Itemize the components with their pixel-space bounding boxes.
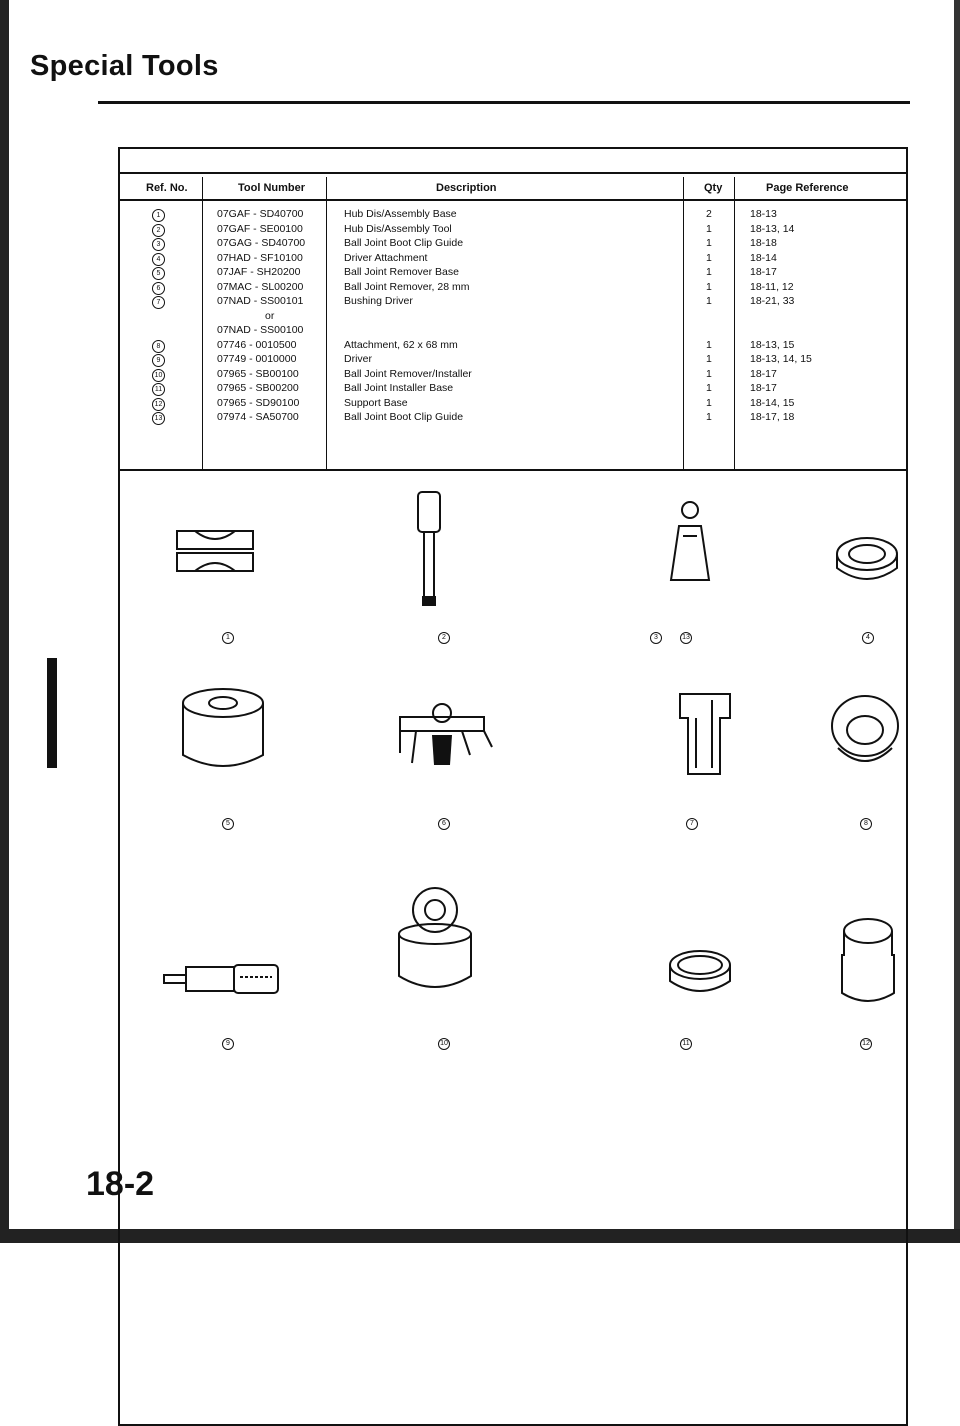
support-base-illustration: [838, 915, 898, 1010]
hub-dis-assembly-base-illustration: [175, 525, 265, 585]
tool-qty: [706, 323, 712, 338]
header-tool-number: Tool Number: [238, 182, 306, 194]
page-reference: 18-17: [750, 382, 777, 394]
ball-joint-remover-illustration: [392, 695, 502, 775]
tool-description: Hub Dis/Assembly Tool: [344, 222, 452, 235]
tool-number: 07GAF - SD40700: [217, 208, 304, 220]
tool-description: Attachment, 62 x 68 mm: [344, 338, 458, 351]
illustration-label: 6: [438, 818, 454, 830]
description-column: [344, 207, 472, 425]
tool-qty: 1: [706, 396, 712, 409]
ref-number: [152, 323, 165, 338]
ref-number: 8: [152, 338, 165, 353]
tool-number-column: [217, 207, 305, 425]
table-bottom-rule: [118, 469, 908, 471]
driver-attachment-illustration: [832, 532, 902, 592]
tool-number: 07GAG - SD40700: [217, 237, 306, 249]
tool-qty: 1: [706, 280, 712, 293]
ref-column: [152, 207, 165, 425]
page-reference: 18-17, 18: [750, 411, 795, 423]
tool-qty: 1: [706, 222, 712, 235]
page-reference: 18-11, 12: [750, 280, 794, 293]
header-qty: Qty: [704, 182, 723, 194]
ref-number: [152, 309, 165, 324]
title-rule: [98, 101, 910, 104]
tool-number: 07GAF - SE00100: [217, 222, 303, 235]
page-reference: 18-17: [750, 266, 777, 278]
page-reference: 18-13, 14: [750, 222, 795, 235]
tool-description: Ball Joint Remover/Installer: [344, 367, 472, 380]
illustration-label: 3: [650, 632, 666, 644]
ref-number: 2: [152, 222, 165, 237]
tool-qty: 1: [706, 338, 712, 351]
tool-description: Support Base: [344, 396, 408, 409]
tool-description: Driver: [344, 353, 372, 365]
tool-description: Bushing Driver: [344, 295, 413, 307]
page-reference: 18-13, 15: [750, 338, 795, 351]
left-edge-bar: [0, 0, 9, 1243]
tool-description: [344, 323, 472, 338]
page-reference: [750, 323, 812, 338]
tool-number: 07965 - SB00200: [217, 382, 299, 394]
page-reference: [750, 309, 812, 324]
section-tab-mark: [47, 658, 57, 768]
illustration-label: 10: [438, 1038, 454, 1050]
tool-qty: 2: [706, 208, 712, 220]
illustration-label: 1: [222, 632, 238, 644]
tool-number: 07MAC - SL00200: [217, 280, 304, 293]
tool-number: 07746 - 0010500: [217, 338, 297, 351]
header-description: Description: [436, 182, 497, 194]
header-ref: Ref. No.: [146, 182, 188, 194]
page-title: Special Tools: [30, 50, 219, 82]
header-page-ref: Page Reference: [766, 182, 849, 194]
tool-qty: 1: [706, 251, 712, 264]
ref-number: 5: [152, 265, 165, 280]
ref-number: 9: [152, 352, 165, 367]
illustration-label: 5: [222, 818, 238, 830]
tool-description: Ball Joint Boot Clip Guide: [344, 237, 464, 249]
illustration-label: 7: [686, 818, 702, 830]
illustration-label: 2: [438, 632, 454, 644]
ball-joint-remover-installer-illustration: [393, 880, 478, 1000]
tool-qty: 1: [706, 382, 712, 394]
illustration-label: 4: [862, 632, 878, 644]
tool-number: 07965 - SD90100: [217, 396, 300, 409]
ref-number: 6: [152, 280, 165, 295]
hub-dis-assembly-tool-illustration: [405, 488, 455, 613]
tool-number: 07JAF - SH20200: [217, 266, 301, 278]
tool-description: Ball Joint Remover Base: [344, 266, 459, 278]
page-number: 18-2: [86, 1165, 155, 1203]
tool-description: Ball Joint Remover, 28 mm: [344, 280, 470, 293]
page-reference: 18-17: [750, 367, 777, 380]
page-reference: 18-13: [750, 208, 777, 220]
tool-qty: 1: [706, 367, 712, 380]
ball-joint-remover-base-illustration: [178, 685, 268, 780]
ref-number: 7: [152, 294, 165, 309]
tool-description: Hub Dis/Assembly Base: [344, 208, 457, 220]
tool-qty: 1: [706, 411, 712, 423]
right-edge-bar: [954, 0, 960, 1243]
tool-description: [344, 309, 472, 324]
tool-number: or: [265, 309, 275, 322]
page-reference: 18-13, 14, 15: [750, 353, 812, 365]
tool-qty: 1: [706, 353, 712, 365]
page-reference: 18-21, 33: [750, 295, 795, 307]
table-header: [118, 174, 908, 202]
driver-illustration: [160, 955, 285, 1005]
illustration-label: 11: [680, 1038, 696, 1050]
ref-number: 3: [152, 236, 165, 251]
illustration-label: 9: [222, 1038, 238, 1050]
ball-joint-installer-base-illustration: [665, 945, 735, 1010]
tool-qty: [706, 309, 712, 324]
tool-qty: 1: [706, 295, 712, 307]
illustration-label: 13: [680, 632, 696, 644]
page-reference: 18-14, 15: [750, 396, 795, 409]
bushing-driver-illustration: [670, 688, 740, 783]
ref-number: 13: [152, 410, 165, 425]
tool-number: 07974 - SA50700: [217, 411, 299, 423]
attachment-62x68-illustration: [828, 690, 903, 775]
illustration-label: 12: [860, 1038, 876, 1050]
tool-number: 07NAD - SS00101: [217, 295, 304, 307]
tool-number: 07749 - 0010000: [217, 353, 297, 365]
tool-qty: 1: [706, 237, 712, 249]
tool-qty: 1: [706, 266, 712, 278]
ball-joint-boot-clip-guide-illustration: [665, 498, 715, 593]
ref-number: 10: [152, 367, 165, 382]
tool-number: 07HAD - SF10100: [217, 251, 303, 264]
ref-number: 12: [152, 396, 165, 411]
col-divider-4: [734, 177, 735, 469]
tool-description: Driver Attachment: [344, 251, 428, 264]
page-reference: 18-18: [750, 237, 777, 249]
col-divider-3: [683, 177, 684, 469]
page-ref-column: [750, 207, 812, 425]
ref-number: 11: [152, 381, 165, 396]
tool-number: 07965 - SB00100: [217, 367, 299, 380]
col-divider-2: [326, 177, 327, 469]
ref-number: 4: [152, 251, 165, 266]
col-divider-1: [202, 177, 203, 469]
header-rule: [118, 199, 908, 201]
illustration-label: 8: [860, 818, 876, 830]
ref-number: 1: [152, 207, 165, 222]
page-reference: 18-14: [750, 251, 777, 264]
tool-number: 07NAD - SS00100: [217, 324, 304, 336]
tool-description: Ball Joint Boot Clip Guide: [344, 411, 464, 423]
qty-column: [706, 207, 712, 425]
tool-description: Ball Joint Installer Base: [344, 382, 454, 394]
